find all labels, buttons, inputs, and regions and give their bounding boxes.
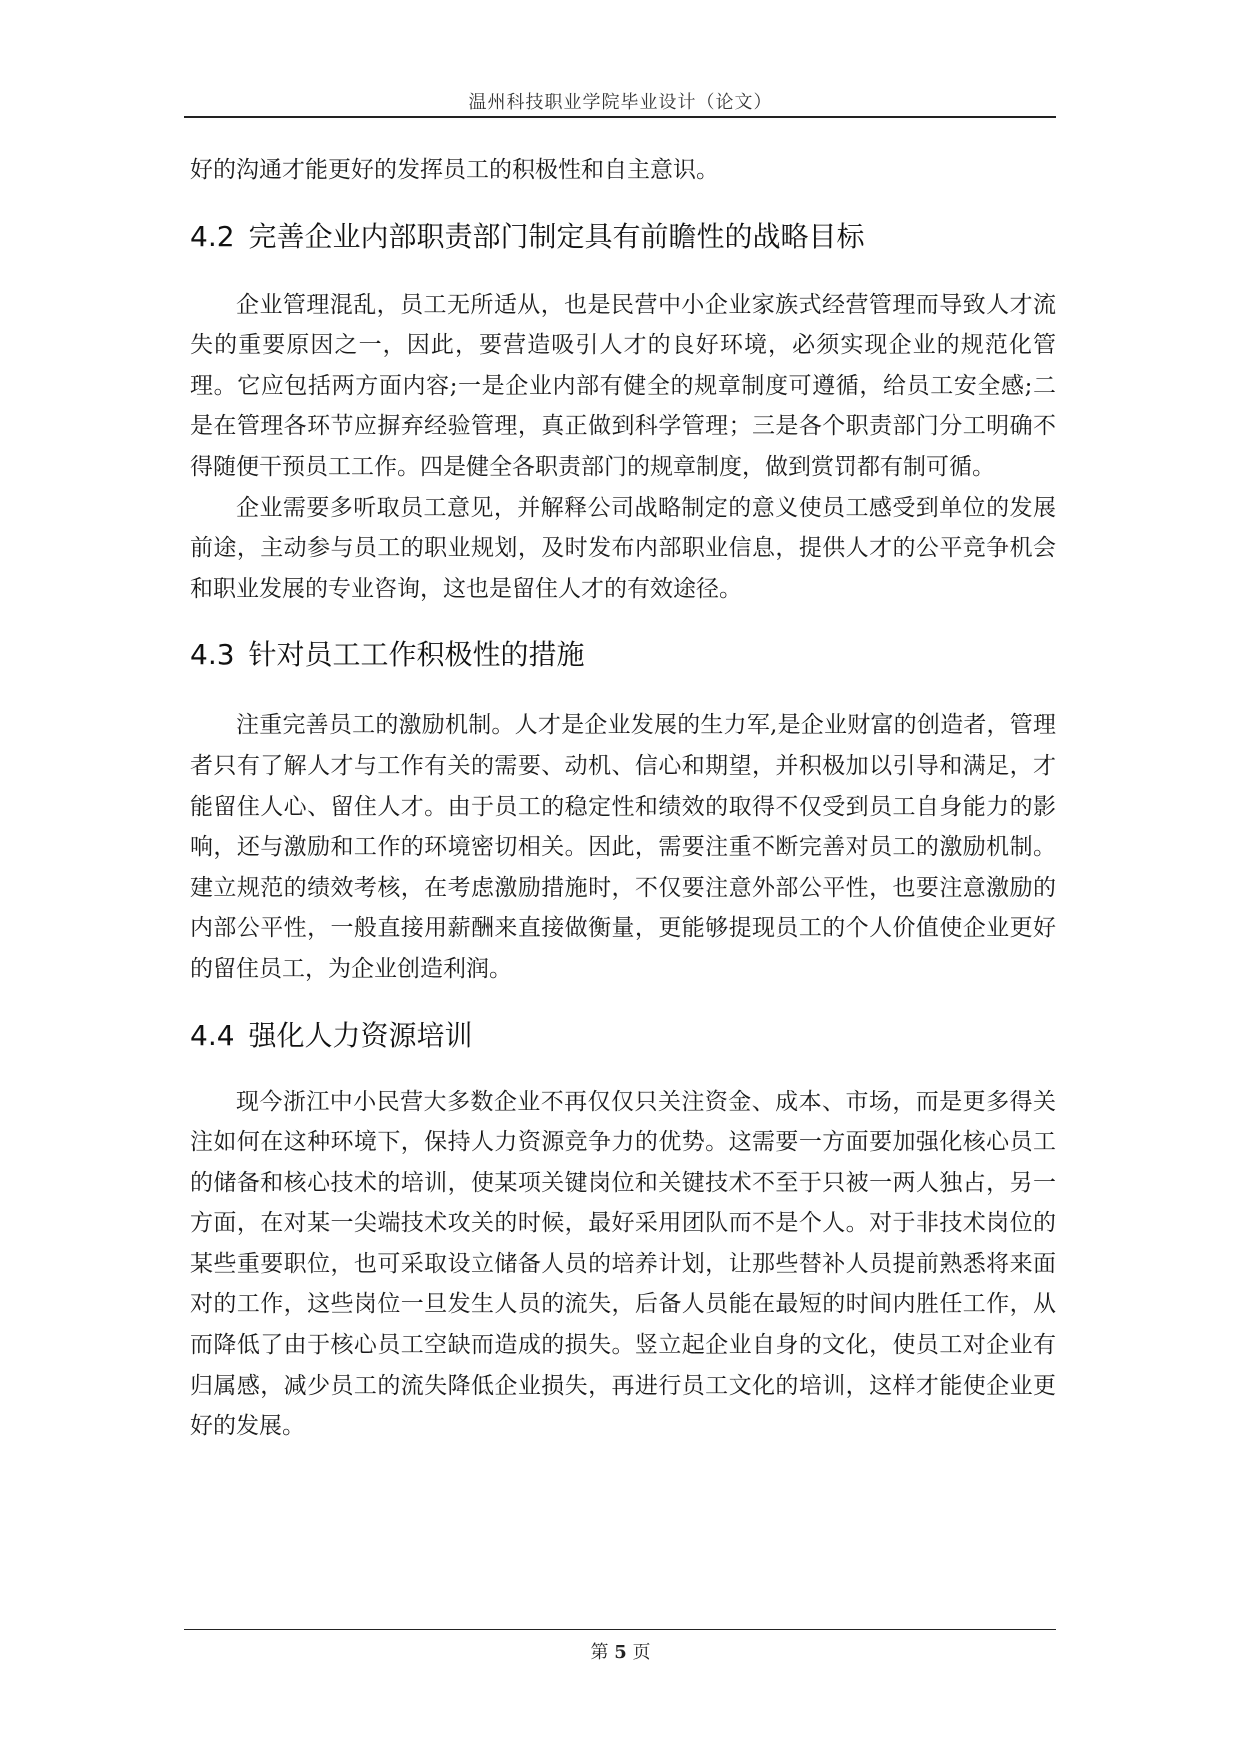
section-title: 强化人力资源培训 — [248, 1018, 473, 1052]
section-number: 4.4 — [190, 1018, 235, 1052]
page-number — [0, 1638, 1241, 1664]
section-number: 4.3 — [190, 638, 235, 672]
section-title: 完善企业内部职责部门制定具有前瞻性的战略目标 — [248, 219, 865, 253]
lead-paragraph: 好的沟通才能更好的发挥员工的积极性和自主意识。 — [190, 157, 719, 183]
page-header-title: 温州科技职业学院毕业设计（论文） — [468, 92, 773, 113]
page-number-prefix: 第 — [590, 1642, 609, 1663]
section-title: 针对员工工作积极性的措施 — [248, 638, 585, 672]
paragraph: 企业管理混乱，员工无所适从，也是民营中小企业家族式经营管理而导致人才流失的重要原因之一，因此，要营造吸引人才的良好环境，必须实现企业的规范化管理。它应包括两方面内容;一是企业内部有健全的规章制度可遵循，给员工安全感;二是在管理各环节应摒弃经验管理，真正做到科学管理；三是各个职责部门分工明确不得随便干预员工工作。四是健全各职责部门的规章制度，做到赏罚都有制可循。 — [190, 291, 1056, 480]
header-rule — [184, 116, 1056, 118]
section-heading-4-4 — [190, 1016, 1056, 1056]
document-body — [190, 150, 1056, 1447]
section-heading-4-2 — [190, 217, 1056, 257]
paragraph: 企业需要多听取员工意见，并解释公司战略制定的意义使员工感受到单位的发展前途，主动参与员工的职业规划，及时发布内部职业信息，提供人才的公平竞争机会和职业发展的专业咨询，这也是留住人才的有效途径。 — [190, 494, 1056, 602]
paragraph: 现今浙江中小民营大多数企业不再仅仅只关注资金、成本、市场，而是更多得关注如何在这种环境下，保持人力资源竞争力的优势。这需要一方面要加强化核心员工的储备和核心技术的培训，使某项关键岗位和关键技术不至于只被一两人独占，另一方面，在对某一尖端技术攻关的时候，最好采用团队而不是个人。对于非技术岗位的某些重要职位，也可采取设立储备人员的培养计划，让那些替补人员提前熟悉将来面对的工作，这些岗位一旦发生人员的流失，后备人员能在最短的时间内胜任工作，从而降低了由于核心员工空缺而造成的损失。竖立起企业自身的文化，使员工对企业有归属感，减少员工的流失降低企业损失，再进行员工文化的培训，这样才能使企业更好的发展。 — [190, 1088, 1056, 1440]
paragraph: 注重完善员工的激励机制。人才是企业发展的生力军,是企业财富的创造者，管理者只有了解人才与工作有关的需要、动机、信心和期望，并积极加以引导和满足，才能留住人心、留住人才。由于员工的稳定性和绩效的取得不仅受到员工自身能力的影响，还与激励和工作的环境密切相关。因此，需要注重不断完善对员工的激励机制。建立规范的绩效考核，在考虑激励措施时，不仅要注意外部公平性，也要注意激励的内部公平性，一般直接用薪酬来直接做衡量，更能够提现员工的个人价值使企业更好的留住员工，为企业创造利润。 — [190, 712, 1056, 982]
page-number-suffix: 页 — [632, 1642, 651, 1663]
footer-rule — [184, 1629, 1056, 1630]
page-number-value: 5 — [614, 1642, 627, 1663]
section-number: 4.2 — [190, 219, 235, 253]
section-heading-4-3 — [190, 635, 1056, 675]
